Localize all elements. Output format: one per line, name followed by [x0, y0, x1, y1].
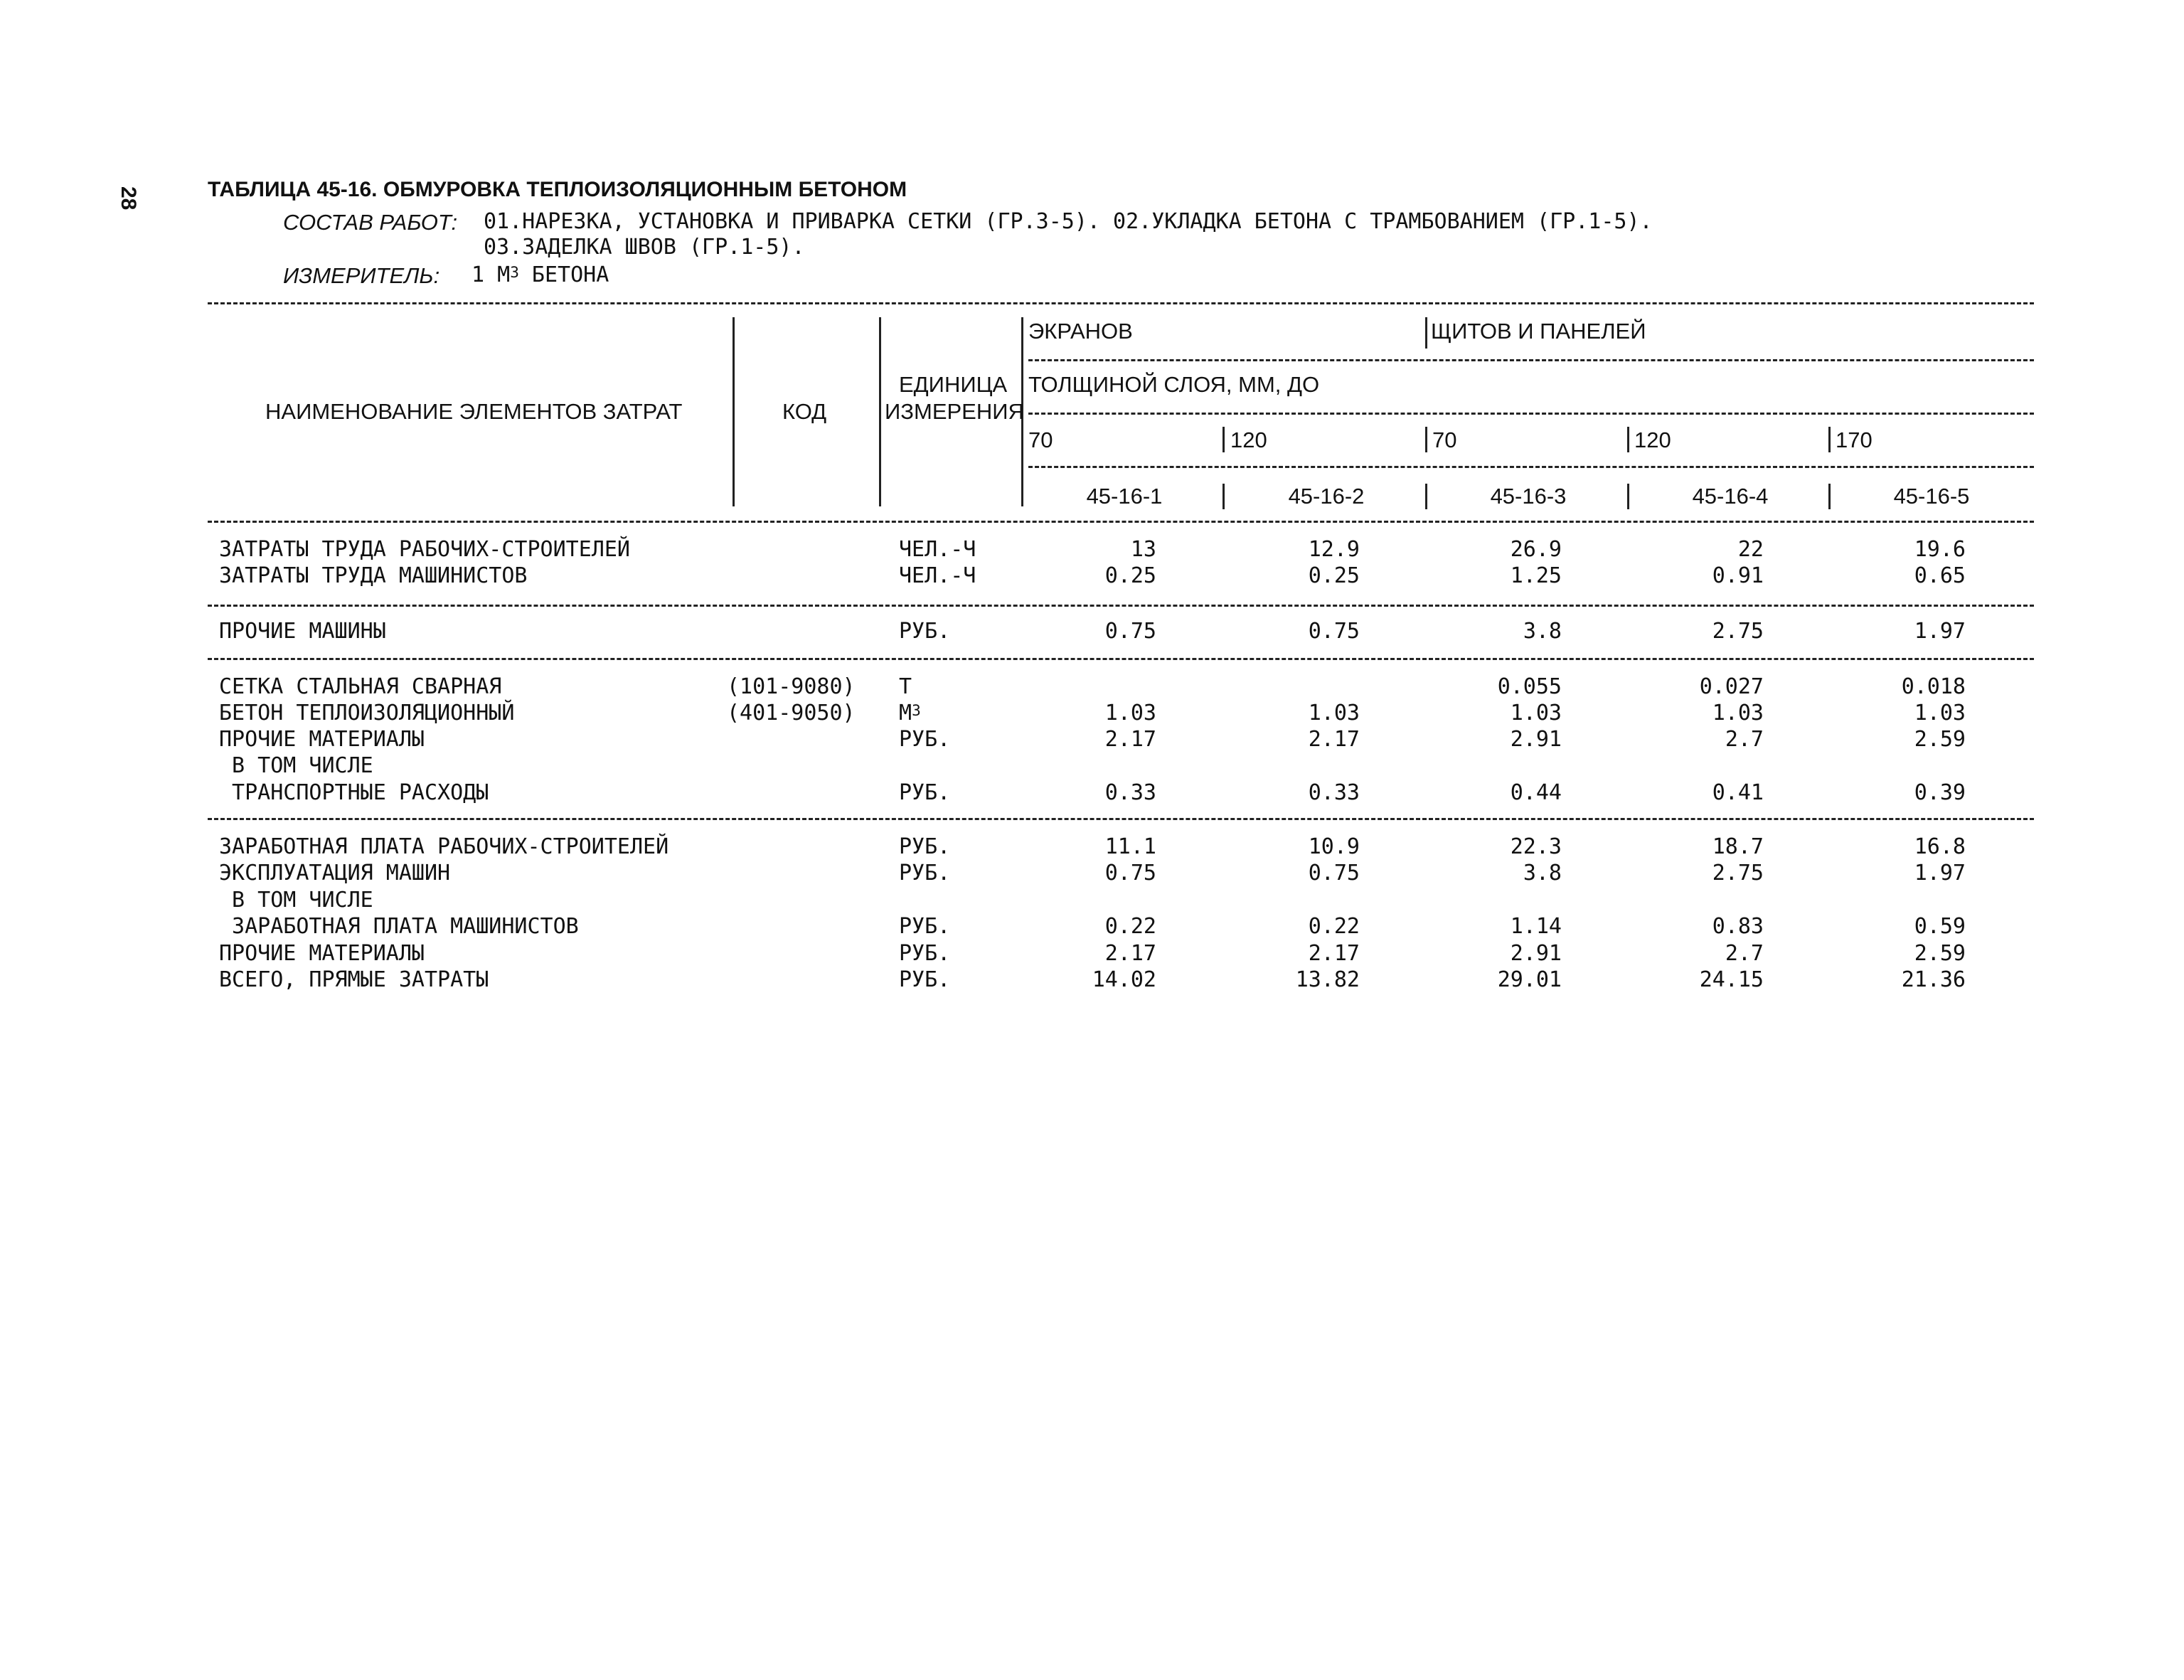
- row-value-5: 0.018: [1901, 674, 1966, 699]
- row-value-3: 0.055: [1497, 674, 1562, 699]
- header-divider-th-2: [1222, 427, 1225, 452]
- header-divider-code-5: [1828, 484, 1831, 509]
- row-value-3: 26.9: [1510, 537, 1562, 562]
- row-name: ВСЕГО, ПРЯМЫЕ ЗАТРАТЫ: [219, 967, 489, 992]
- row-name: ПРОЧИЕ МАШИНЫ: [219, 619, 386, 644]
- row-name: В ТОМ ЧИСЛЕ: [219, 753, 373, 778]
- separator-machines: [208, 658, 2034, 660]
- group-screens: ЭКРАНОВ: [1028, 319, 1133, 344]
- composition-label: СОСТАВ РАБОТ:: [283, 210, 458, 235]
- row-value-3: 1.14: [1510, 914, 1562, 939]
- row-value-4: 2.7: [1725, 941, 1764, 966]
- row-value-5: 2.59: [1914, 941, 1966, 966]
- thickness-5: 170: [1836, 427, 1873, 452]
- row-name: ЗАТРАТЫ ТРУДА РАБОЧИХ-СТРОИТЕЛЕЙ: [219, 537, 630, 562]
- header-divider-code-4: [1627, 484, 1629, 509]
- row-unit: РУБ.: [899, 861, 951, 886]
- row-name: БЕТОН ТЕПЛОИЗОЛЯЦИОННЫЙ: [219, 701, 515, 725]
- row-name: В ТОМ ЧИСЛЕ: [219, 888, 373, 913]
- row-value-2: 10.9: [1308, 834, 1360, 859]
- separator-top: [208, 302, 2034, 304]
- row-value-3: 1.03: [1510, 701, 1562, 725]
- row-value-3: 22.3: [1510, 834, 1562, 859]
- row-unit: РУБ.: [899, 727, 951, 752]
- row-value-3: 0.44: [1510, 780, 1562, 805]
- thickness-3: 70: [1432, 427, 1457, 452]
- row-value-1: 2.17: [1104, 941, 1156, 966]
- measure-value: 1 $М^3$ БЕТОНА: [472, 262, 609, 287]
- header-divider-code-3: [1425, 484, 1427, 509]
- row-value-4: 2.75: [1712, 619, 1764, 644]
- row-unit: $М^3$: [899, 701, 921, 725]
- row-value-4: 0.027: [1699, 674, 1764, 699]
- row-value-2: 0.25: [1308, 563, 1360, 588]
- row-value-4: 1.03: [1712, 701, 1764, 725]
- row-unit: РУБ.: [899, 914, 951, 939]
- thickness-4: 120: [1634, 427, 1671, 452]
- row-value-3: 1.25: [1510, 563, 1562, 588]
- row-value-2: 0.75: [1308, 861, 1360, 886]
- header-divider-code: [879, 317, 881, 506]
- row-value-5: 0.39: [1914, 780, 1966, 805]
- row-code: (101-9080): [727, 674, 856, 699]
- row-unit: ЧЕЛ.-Ч: [899, 537, 976, 562]
- norm-code-2: 45-16-2: [1288, 484, 1365, 509]
- row-value-4: 0.91: [1712, 563, 1764, 588]
- row-value-1: 13: [1130, 537, 1156, 562]
- header-divider-name: [733, 317, 735, 506]
- norm-code-3: 45-16-3: [1490, 484, 1567, 509]
- row-value-3: 2.91: [1510, 727, 1562, 752]
- row-value-4: 0.83: [1712, 914, 1764, 939]
- group-panels: ЩИТОВ И ПАНЕЛЕЙ: [1431, 319, 1646, 344]
- row-value-3: 2.91: [1510, 941, 1562, 966]
- row-value-1: 0.25: [1104, 563, 1156, 588]
- thickness-label: ТОЛЩИНОЙ СЛОЯ, ММ, ДО: [1028, 372, 1320, 397]
- row-value-1: 0.22: [1104, 914, 1156, 939]
- row-unit: Т: [899, 674, 912, 699]
- row-unit: РУБ.: [899, 941, 951, 966]
- row-value-2: 2.17: [1308, 727, 1360, 752]
- separator-header-3: [1028, 466, 2034, 468]
- row-name: ТРАНСПОРТНЫЕ РАСХОДЫ: [219, 780, 489, 805]
- row-value-2: 0.75: [1308, 619, 1360, 644]
- row-unit: РУБ.: [899, 619, 951, 644]
- row-value-3: 3.8: [1523, 619, 1562, 644]
- row-value-4: 22: [1737, 537, 1764, 562]
- norm-code-1: 45-16-1: [1086, 484, 1163, 509]
- header-divider-group: [1425, 317, 1427, 349]
- row-code: (401-9050): [727, 701, 856, 725]
- row-value-5: 2.59: [1914, 727, 1966, 752]
- header-divider-th-3: [1425, 427, 1427, 452]
- header-divider-code-2: [1222, 484, 1225, 509]
- row-value-2: 13.82: [1295, 967, 1360, 992]
- thickness-1: 70: [1028, 427, 1053, 452]
- row-value-5: 0.59: [1914, 914, 1966, 939]
- row-value-3: 29.01: [1497, 967, 1562, 992]
- row-value-4: 0.41: [1712, 780, 1764, 805]
- header-divider-th-5: [1828, 427, 1831, 452]
- row-name: ЗАРАБОТНАЯ ПЛАТА МАШИНИСТОВ: [219, 914, 579, 939]
- row-value-4: 2.75: [1712, 861, 1764, 886]
- row-value-3: 3.8: [1523, 861, 1562, 886]
- row-value-1: 0.33: [1104, 780, 1156, 805]
- row-value-2: 0.22: [1308, 914, 1360, 939]
- row-value-5: 16.8: [1914, 834, 1966, 859]
- row-name: ЗАТРАТЫ ТРУДА МАШИНИСТОВ: [219, 563, 528, 588]
- row-value-2: 2.17: [1308, 941, 1360, 966]
- row-name: ЭКСПЛУАТАЦИЯ МАШИН: [219, 861, 451, 886]
- separator-labor: [208, 605, 2034, 607]
- row-value-1: 1.03: [1104, 701, 1156, 725]
- row-value-2: 1.03: [1308, 701, 1360, 725]
- separator-header-bottom: [208, 521, 2034, 523]
- row-unit: РУБ.: [899, 967, 951, 992]
- row-value-4: 2.7: [1725, 727, 1764, 752]
- row-value-5: 19.6: [1914, 537, 1966, 562]
- row-name: ПРОЧИЕ МАТЕРИАЛЫ: [219, 941, 425, 966]
- composition-line-1: 01.НАРЕЗКА, УСТАНОВКА И ПРИВАРКА СЕТКИ (ГР.3-5). 02.УКЛАДКА БЕТОНА С ТРАМБОВАНИЕМ (ГР.1-5).: [484, 209, 1653, 234]
- thickness-2: 120: [1230, 427, 1267, 452]
- row-value-1: 2.17: [1104, 727, 1156, 752]
- row-value-1: 0.75: [1104, 619, 1156, 644]
- table-title: ТАБЛИЦА 45-16. ОБМУРОВКА ТЕПЛОИЗОЛЯЦИОННЫМ БЕТОНОМ: [208, 178, 907, 201]
- row-unit: РУБ.: [899, 834, 951, 859]
- col-header-name: НАИМЕНОВАНИЕ ЭЛЕМЕНТОВ ЗАТРАТ: [265, 399, 683, 424]
- row-value-4: 24.15: [1699, 967, 1764, 992]
- separator-header-1: [1028, 359, 2034, 361]
- row-name: ПРОЧИЕ МАТЕРИАЛЫ: [219, 727, 425, 752]
- row-value-4: 18.7: [1712, 834, 1764, 859]
- row-unit: ЧЕЛ.-Ч: [899, 563, 976, 588]
- row-unit: РУБ.: [899, 780, 951, 805]
- header-divider-th-4: [1627, 427, 1629, 452]
- composition-line-2: 03.ЗАДЕЛКА ШВОВ (ГР.1-5).: [484, 235, 805, 260]
- norm-code-4: 45-16-4: [1692, 484, 1769, 509]
- row-value-5: 1.97: [1914, 861, 1966, 886]
- row-name: СЕТКА СТАЛЬНАЯ СВАРНАЯ: [219, 674, 502, 699]
- row-value-1: 11.1: [1104, 834, 1156, 859]
- row-value-1: 0.75: [1104, 861, 1156, 886]
- col-header-unit-2: ИЗМЕРЕНИЯ: [885, 399, 1024, 424]
- row-value-5: 1.03: [1914, 701, 1966, 725]
- norm-code-5: 45-16-5: [1893, 484, 1970, 509]
- measure-label: ИЗМЕРИТЕЛЬ:: [283, 263, 440, 288]
- separator-header-2: [1028, 413, 2034, 415]
- col-header-unit-1: ЕДИНИЦА: [899, 372, 1008, 397]
- row-value-2: 0.33: [1308, 780, 1360, 805]
- row-value-5: 1.97: [1914, 619, 1966, 644]
- page-number: 28: [117, 186, 140, 211]
- row-value-1: 14.02: [1092, 967, 1156, 992]
- row-value-5: 0.65: [1914, 563, 1966, 588]
- row-value-5: 21.36: [1901, 967, 1966, 992]
- row-value-2: 12.9: [1308, 537, 1360, 562]
- row-name: ЗАРАБОТНАЯ ПЛАТА РАБОЧИХ-СТРОИТЕЛЕЙ: [219, 834, 669, 859]
- col-header-code: КОД: [782, 399, 827, 424]
- separator-materials: [208, 818, 2034, 820]
